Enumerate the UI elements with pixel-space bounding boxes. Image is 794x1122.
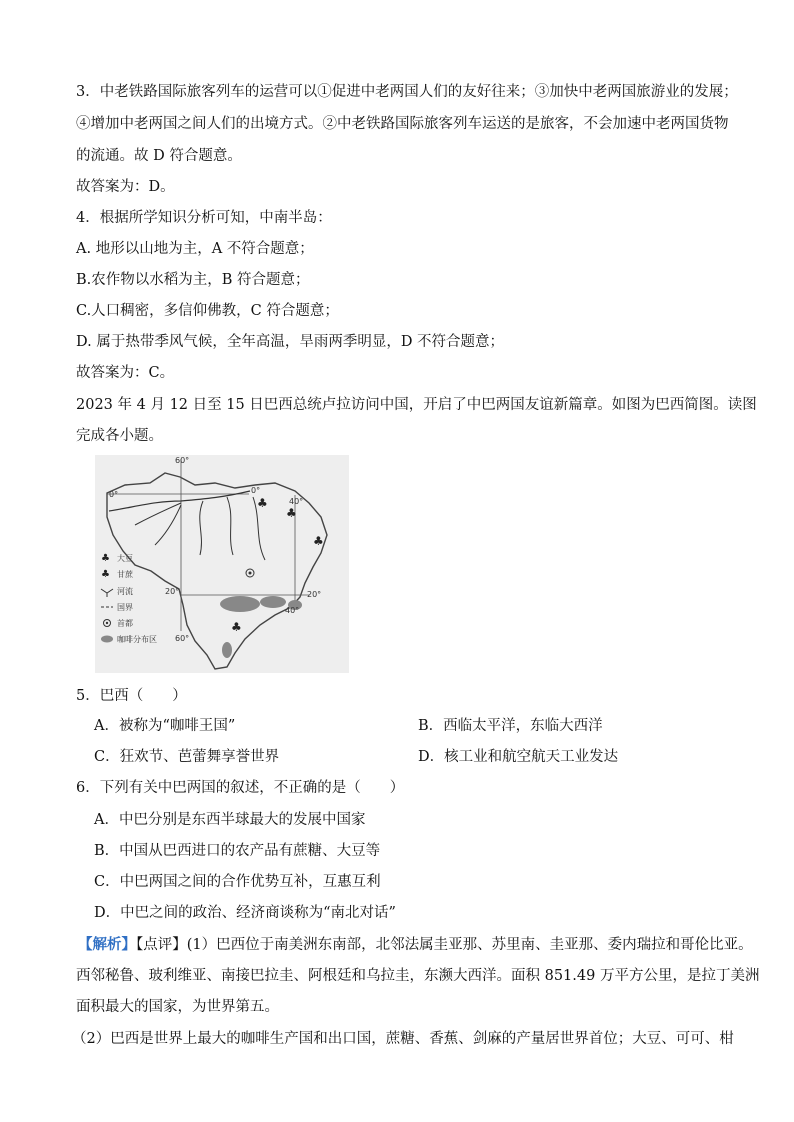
legend-river: 河流 xyxy=(117,587,133,596)
q3-answer: 故答案为：D。 xyxy=(76,179,175,195)
analysis-line4: （2）巴西是世界上最大的咖啡生产国和出口国，蔗糖、香蕉、剑麻的产量居世界首位；大豆、可可、柑 xyxy=(72,1031,734,1047)
analysis-line3: 面积最大的国家，为世界第五。 xyxy=(76,999,279,1015)
soybean-icon: ♣ xyxy=(231,620,242,634)
q4-intro: 4．根据所学知识分析可知，中南半岛： xyxy=(76,210,332,226)
q5-option-c: C．狂欢节、芭蕾舞享誉世界 xyxy=(94,749,280,765)
coffee-area-1 xyxy=(220,596,260,612)
analysis-line1-text: 【点评】(1）巴西位于南美洲东南部，北邻法属圭亚那、苏里南、圭亚那、委内瑞拉和哥伦比亚。 xyxy=(136,937,753,953)
deg-label-20-right: 20° xyxy=(307,590,322,599)
deg-label-0-left: 0° xyxy=(109,490,119,499)
legend-capital-dot-icon xyxy=(106,622,108,624)
legend-sugarcane: 甘蔗 xyxy=(117,570,133,579)
q4-answer: 故答案为：C。 xyxy=(76,365,175,381)
analysis-tag: 【解析】 xyxy=(78,936,136,953)
legend-soybean: 大豆 xyxy=(117,554,133,563)
q3-line2: ④增加中老两国之间人们的出境方式。②中老铁路国际旅客列车运送的是旅客，不会加速中老两国货物 xyxy=(76,116,729,132)
deg-label-0-right: 0° xyxy=(251,486,261,495)
q3-line3: 的流通。故 D 符合题意。 xyxy=(76,148,242,164)
passage-line2: 完成各小题。 xyxy=(76,428,163,444)
deg-label-60-bottom: 60° xyxy=(175,634,190,643)
q4-option-a: A. 地形以山地为主，A 不符合题意； xyxy=(76,241,314,257)
brazil-map xyxy=(95,455,349,673)
sugarcane-icon-3: ♣ xyxy=(313,534,324,548)
q6-option-c: C．中巴两国之间的合作优势互补，互惠互利 xyxy=(94,874,381,890)
sugarcane-icon: ♣ xyxy=(257,496,268,510)
legend-sugarcane-icon: ♣ xyxy=(101,569,110,580)
q4-option-c: C.人口稠密，多信仰佛教，C 符合题意； xyxy=(76,303,339,319)
analysis-line2: 西邻秘鲁、玻利维亚、南接巴拉圭、阿根廷和乌拉圭，东濒大西洋。面积 851.49 万平方公里，是拉丁美洲 xyxy=(76,968,760,984)
sugarcane-icon-2: ♣ xyxy=(286,506,297,520)
deg-label-40-bottom: 40° xyxy=(285,606,300,615)
coffee-area-2 xyxy=(260,596,286,608)
deg-label-20-left: 20° xyxy=(165,587,180,596)
deg-label-40-top: 40° xyxy=(289,497,304,506)
q6-stem: 6．下列有关中巴两国的叙述，不正确的是（ ） xyxy=(76,780,405,796)
q5-option-a: A．被称为“咖啡王国” xyxy=(94,718,236,734)
q3-line1: 3．中老铁路国际旅客列车的运营可以①促进中老两国人们的友好往来；③加快中老两国旅游业的发展； xyxy=(76,84,738,100)
q6-option-d: D．中巴之间的政治、经济商谈称为“南北对话” xyxy=(94,905,396,921)
q4-option-d: D. 属于热带季风气候，全年高温，旱雨两季明显，D 不符合题意； xyxy=(76,334,505,350)
legend-border: 国界 xyxy=(117,603,133,612)
q5-option-d: D．核工业和航空航天工业发达 xyxy=(418,749,619,765)
q6-option-a: A．中巴分别是东西半球最大的发展中国家 xyxy=(94,812,366,828)
q5-stem: 5．巴西（ ） xyxy=(76,688,187,704)
q4-option-b: B.农作物以水稻为主，B 符合题意； xyxy=(76,272,310,288)
coffee-area-4 xyxy=(222,642,232,658)
capital-dot-icon xyxy=(249,572,252,575)
legend-coffee-icon xyxy=(101,636,113,643)
analysis-line1 xyxy=(78,935,753,955)
passage-line1: 2023 年 4 月 12 日至 15 日巴西总统卢拉访问中国，开启了中巴两国友谊新篇章。如图为巴西简图。读图 xyxy=(76,397,757,413)
deg-label-60-top: 60° xyxy=(175,456,190,465)
legend-capital: 首都 xyxy=(117,619,133,628)
legend-soybean-icon: ♣ xyxy=(101,553,110,564)
q5-option-b: B．西临太平洋，东临大西洋 xyxy=(418,718,603,734)
q6-option-b: B．中国从巴西进口的农产品有蔗糖、大豆等 xyxy=(94,843,381,859)
legend-coffee: 咖啡分布区 xyxy=(117,635,157,644)
